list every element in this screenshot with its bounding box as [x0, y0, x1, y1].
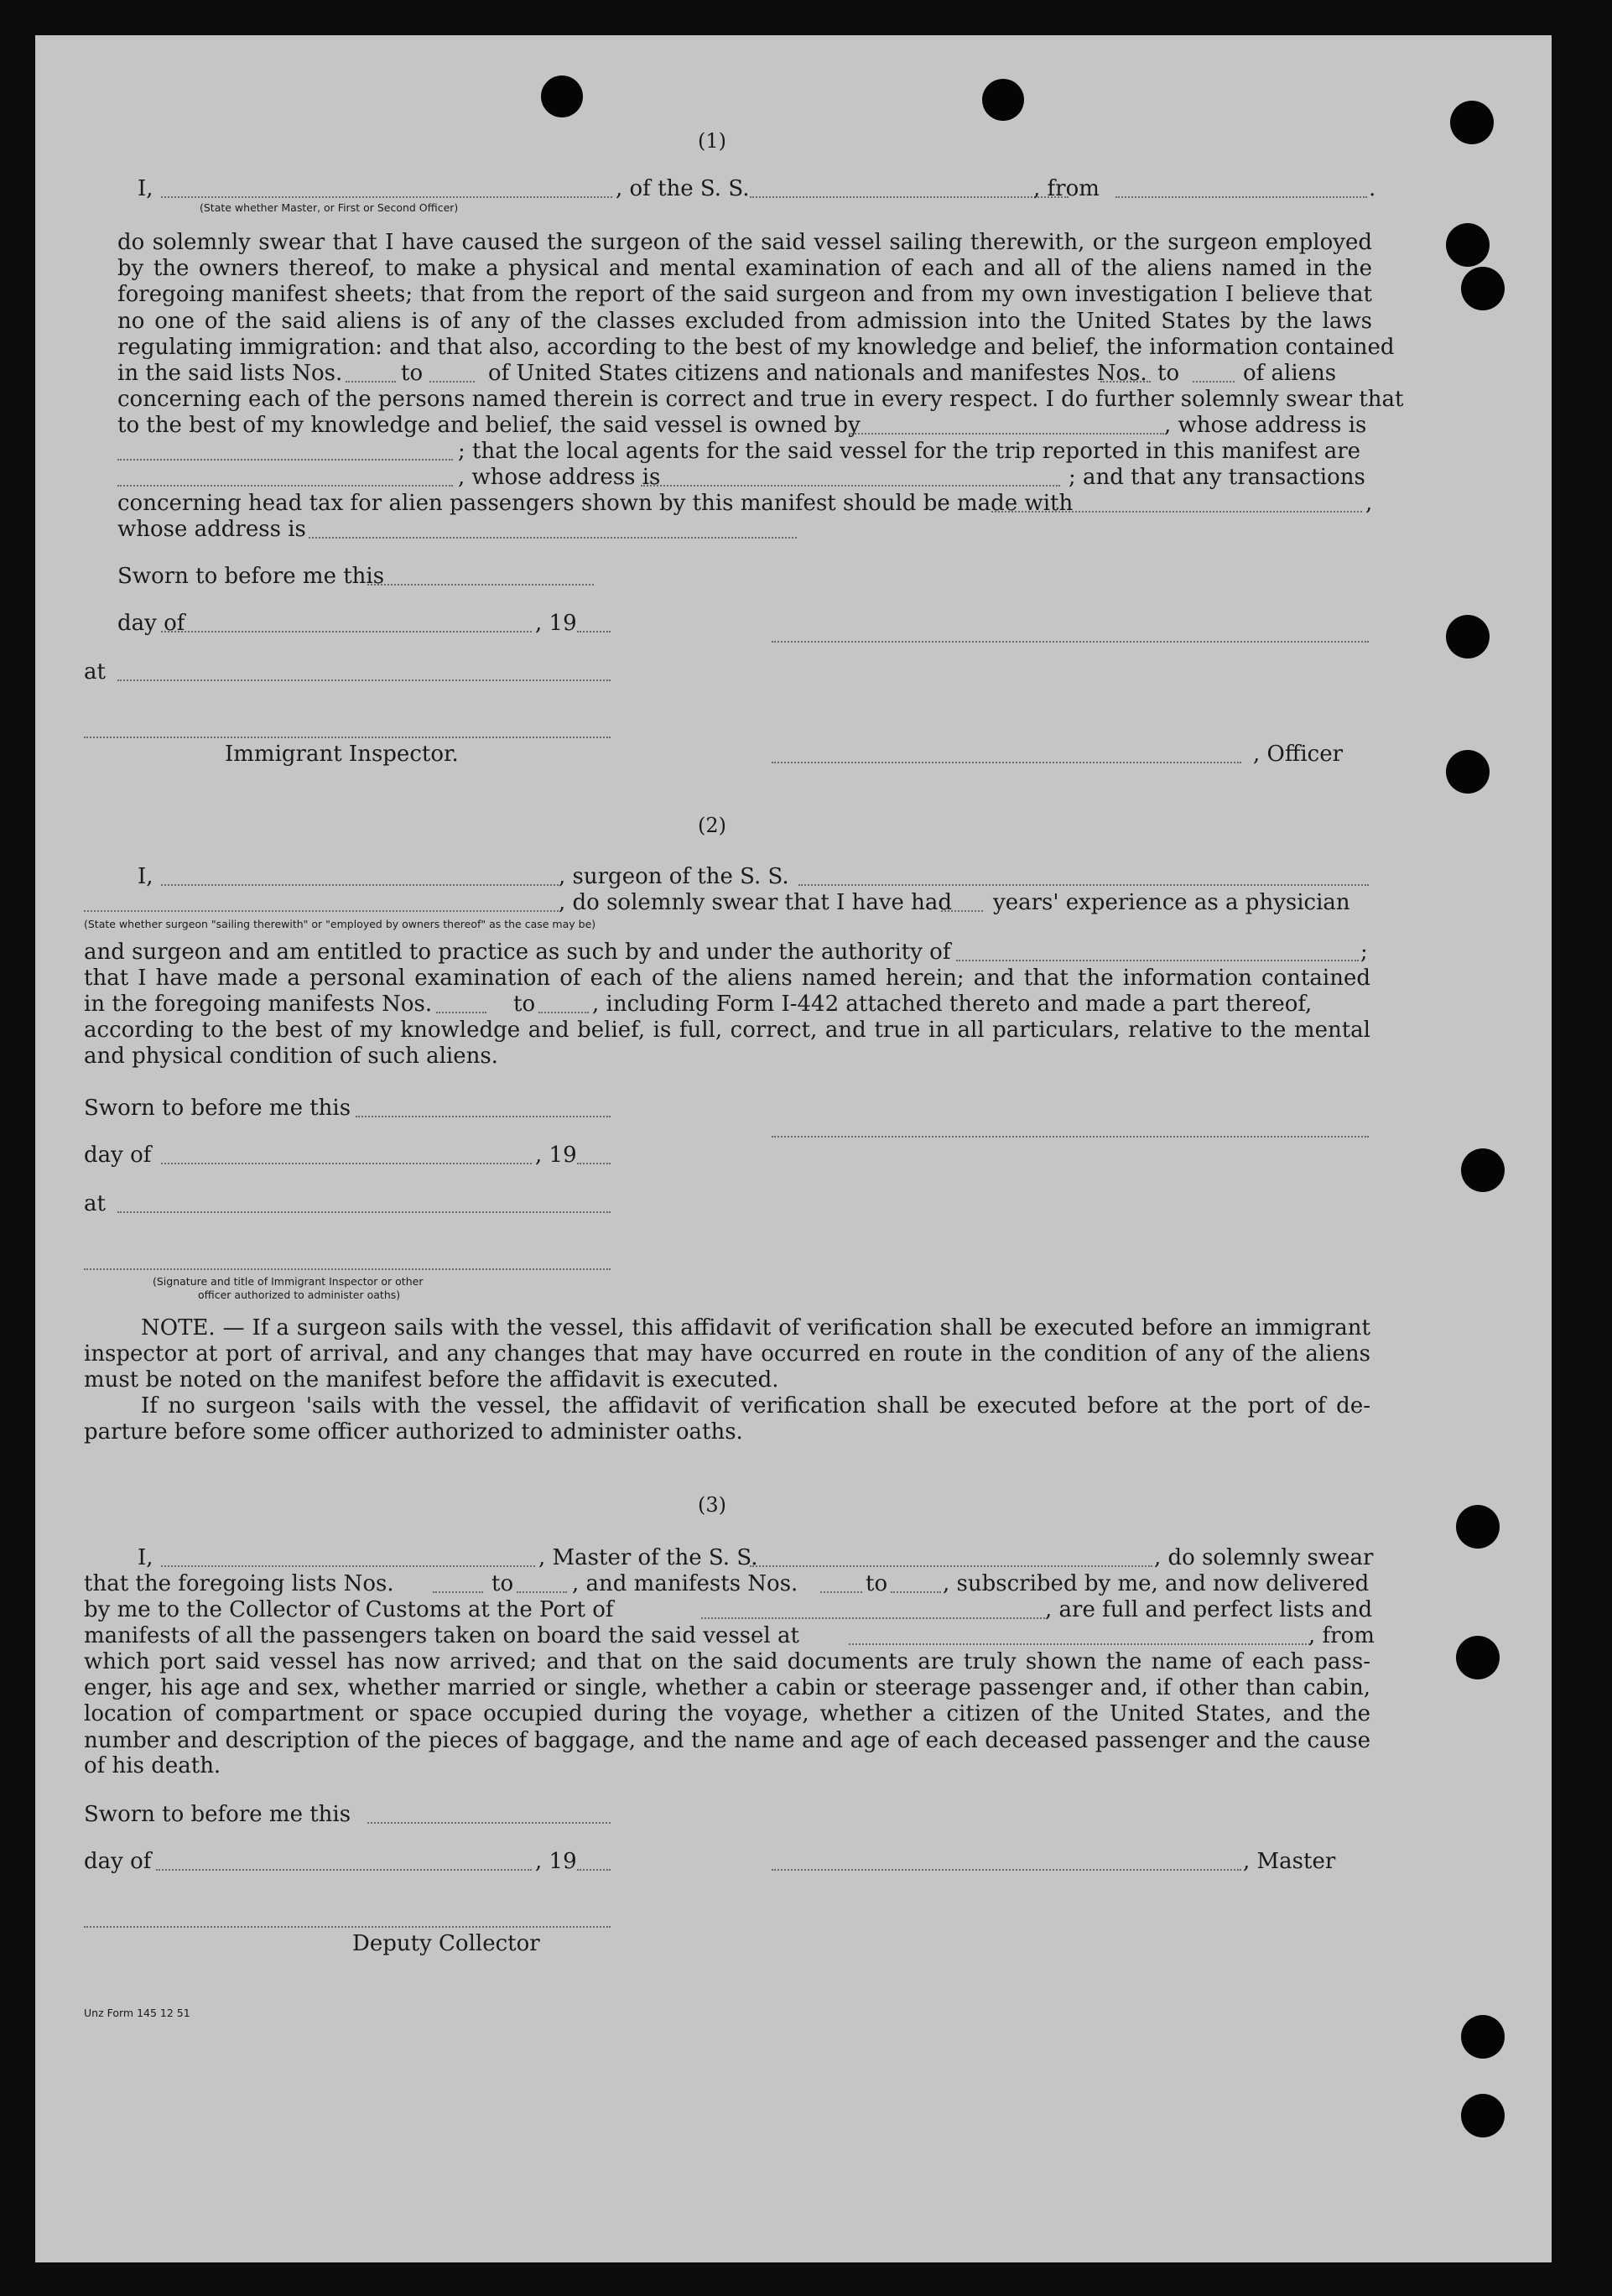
head-tax-address-field[interactable]: [309, 537, 797, 539]
port-label: by me to the Collector of Customs at the Port of: [84, 1597, 614, 1622]
sworn-label: Sworn to before me this: [84, 1096, 351, 1121]
form-attached-label: , including Form I-442 attached thereto and made a part thereof,: [592, 992, 1313, 1017]
subscribed-label: , subscribed by me, and now delivered: [943, 1571, 1370, 1596]
to-label: to: [1157, 361, 1180, 386]
body-line: enger, his age and sex, whether married or single, whether a cabin or steerage passenger and, if other than cabin,: [84, 1675, 1370, 1701]
head-tax-label: concerning head tax for alien passengers shown by this manifest should be made with: [117, 491, 1074, 516]
body-line: by the owners thereof, to make a physical and mental examination of each and all of the aliens named in the: [117, 256, 1372, 282]
punch-hole: [1446, 615, 1490, 659]
whose-address-label: whose address is: [117, 517, 306, 542]
body-line: number and description of the pieces of baggage, and the name and age of each deceased passenger and the cause: [84, 1727, 1370, 1753]
section-number: (3): [698, 1493, 726, 1517]
lists-from-field[interactable]: [433, 1591, 483, 1593]
punch-hole: [1461, 2094, 1505, 2137]
body-line: location of compartment or space occupied during the voyage, whether a citizen of the United States, and the: [84, 1701, 1370, 1727]
citizens-manifests-label: of United States citizens and nationals and manifestes Nos.: [488, 361, 1147, 386]
note-line: If no surgeon 'sails with the vessel, the affidavit of verification shall be executed before at the port of de-: [141, 1393, 1370, 1419]
owned-by-label: to the best of my knowledge and belief, the said vessel is owned by: [117, 413, 861, 438]
surgeon-of-ss-label: , surgeon of the S. S.: [559, 864, 789, 889]
section1-line7: [117, 387, 1404, 413]
owner-address-field[interactable]: [117, 459, 453, 461]
at-label: at: [84, 1191, 106, 1216]
punch-hole: [1456, 1505, 1500, 1549]
years-experience-label: years' experience as a physician: [993, 890, 1350, 915]
form-page: [35, 35, 1552, 2262]
sworn-label: Sworn to before me this: [84, 1802, 351, 1827]
manifests-to-field[interactable]: [538, 1012, 589, 1013]
surgeon-vessel-field[interactable]: [798, 884, 1369, 886]
signature-note: officer authorized to administer oaths): [198, 1289, 401, 1301]
master-name-field[interactable]: [161, 1565, 535, 1567]
deputy-collector-label: Deputy Collector: [352, 1931, 540, 1956]
body-line: of his death.: [84, 1753, 221, 1778]
signature-note: (Signature and title of Immigrant Inspector or other: [153, 1275, 424, 1288]
years-experience-field[interactable]: [941, 910, 983, 912]
punch-hole: [1450, 101, 1494, 144]
lists-nos-label: in the said lists Nos.: [117, 361, 343, 386]
note-line: inspector at port of arrival, and any changes that may have occurred en route in the condition of any of the aliens: [84, 1341, 1370, 1367]
line-end: ;: [1360, 940, 1368, 965]
vessel-name-field[interactable]: [750, 196, 1069, 198]
departure-port-field[interactable]: [1115, 196, 1367, 198]
sworn-year-field[interactable]: [577, 1163, 611, 1164]
i-label: I,: [138, 864, 153, 889]
sworn-month-field[interactable]: [161, 1163, 532, 1164]
surgeon-name-field[interactable]: [161, 884, 559, 886]
line-end: ,: [1365, 491, 1373, 516]
year-label: , 19: [535, 1849, 577, 1874]
officer-rank-note: (State whether Master, or First or Second Officer): [200, 201, 459, 214]
line-end: .: [1369, 176, 1376, 201]
note-line: NOTE. — If a surgeon sails with the vessel, this affidavit of verification shall be executed before an immigrant: [141, 1315, 1370, 1341]
body-line: which port said vessel has now arrived; and that on the said documents are truly shown the name of each pass-: [84, 1649, 1370, 1674]
sworn-month-field[interactable]: [156, 1869, 532, 1871]
owner-field[interactable]: [849, 433, 1164, 435]
section3-body: [84, 1649, 1370, 1754]
i-label: I,: [138, 176, 153, 201]
sworn-place-field[interactable]: [117, 1211, 611, 1213]
officer-rank-field[interactable]: [161, 196, 612, 198]
swear-had-label: , do solemnly swear that I have had: [559, 890, 953, 915]
inspector-signature-field[interactable]: [84, 737, 611, 738]
officer-signature-field[interactable]: [772, 641, 1369, 643]
master-label: , Master: [1243, 1849, 1336, 1874]
manifests-from-field[interactable]: [820, 1591, 862, 1593]
immigrant-inspector-label: Immigrant Inspector.: [225, 742, 459, 767]
solemnly-swear-label: , do solemnly swear: [1154, 1545, 1374, 1570]
agents-address-label: , whose address is: [458, 465, 661, 490]
to-label: to: [866, 1571, 888, 1596]
collector-signature-field[interactable]: [84, 1926, 611, 1928]
at-label: at: [84, 659, 106, 685]
body-line: and physical condition of such aliens.: [84, 1044, 498, 1069]
manifests-nos-label: in the foregoing manifests Nos.: [84, 992, 433, 1017]
form-identifier: Unz Form 145 12 51: [84, 2007, 190, 2019]
day-of-label: day of: [117, 611, 185, 636]
body-line: that I have made a personal examination of each of the aliens named herein; and that the information contained: [84, 966, 1370, 991]
manifests-from-field[interactable]: [1100, 381, 1151, 383]
customs-port-field[interactable]: [701, 1617, 1045, 1619]
transactions-label: ; and that any transactions: [1069, 465, 1365, 490]
manifests-to-field[interactable]: [891, 1591, 941, 1593]
note-line: must be noted on the manifest before the affidavit is executed.: [84, 1367, 779, 1393]
authority-label: and surgeon and am entitled to practice as such by and under the authority of: [84, 940, 951, 965]
punch-hole: [1456, 1636, 1500, 1679]
to-label: to: [401, 361, 424, 386]
day-of-label: day of: [84, 1849, 152, 1874]
i-label: I,: [138, 1545, 153, 1570]
manifests-to-field[interactable]: [1193, 381, 1235, 383]
body-line: according to the best of my knowledge and belief, is full, correct, and true in all particulars, relative to the mental: [84, 1018, 1370, 1043]
body-line: do solemnly swear that I have caused the surgeon of the said vessel sailing therewith, or the surgeon employed: [117, 230, 1372, 255]
punch-hole: [1461, 267, 1505, 310]
section1-body: [117, 230, 1395, 361]
surgeon-status-field[interactable]: [84, 910, 559, 912]
body-line: regulating immigration: and that also, according to the best of my knowledge and belief, the information contained: [117, 334, 1395, 360]
from-label: , from: [1033, 176, 1100, 201]
taken-on-board-label: manifests of all the passengers taken on board the said vessel at: [84, 1623, 799, 1648]
officer-label: , Officer: [1253, 742, 1344, 767]
perfect-lists-label: , are full and perfect lists and: [1045, 1597, 1373, 1622]
note-line: parture before some officer authorized to administer oaths.: [84, 1419, 743, 1445]
authority-field[interactable]: [956, 960, 1359, 961]
surgeon-signature-field[interactable]: [772, 1136, 1369, 1138]
body-line: no one of the said aliens is of any of the classes excluded from admission into the United States by the laws: [117, 308, 1372, 334]
master-signature-field[interactable]: [772, 1869, 1241, 1871]
to-label: to: [513, 992, 536, 1017]
note-text: [84, 1315, 1370, 1367]
agents-address-field[interactable]: [641, 485, 1060, 487]
year-label: , 19: [535, 611, 577, 636]
master-vessel-field[interactable]: [750, 1565, 1152, 1567]
sworn-day-field[interactable]: [367, 584, 594, 586]
sworn-year-field[interactable]: [577, 1869, 611, 1871]
body-line: foregoing manifest sheets; that from the report of the said surgeon and from my own investigation I believe that: [117, 282, 1372, 308]
to-label: to: [491, 1571, 514, 1596]
local-agents-label: ; that the local agents for the said vessel for the trip reported in this manifest are: [458, 439, 1361, 464]
section2-body: [84, 1018, 1370, 1044]
body-line: concerning each of the persons named therein is correct and true in every respect. I do further solemnly swear that: [117, 387, 1404, 412]
lists-nos-label: that the foregoing lists Nos.: [84, 1571, 394, 1596]
section2-line4: [84, 966, 1370, 992]
punch-hole: [1446, 223, 1490, 267]
surgeon-status-note: (State whether surgeon "sailing therewith" or "employed by owners thereof" as the case may be): [84, 918, 596, 930]
punch-hole: [1461, 2015, 1505, 2059]
lists-from-field[interactable]: [346, 381, 396, 383]
day-of-label: day of: [84, 1143, 152, 1168]
year-label: , 19: [535, 1143, 577, 1168]
officer-title-field[interactable]: [772, 762, 1241, 763]
owner-address-label: , whose address is: [1164, 413, 1367, 438]
from-label: , from: [1308, 1623, 1375, 1648]
sworn-place-field[interactable]: [117, 679, 611, 681]
of-ss-label: , of the S. S.: [616, 176, 750, 201]
local-agents-field[interactable]: [117, 485, 453, 487]
manifests-from-field[interactable]: [436, 1012, 486, 1013]
punch-hole: [1446, 750, 1490, 794]
lists-to-field[interactable]: [517, 1591, 567, 1593]
administering-officer-field[interactable]: [84, 1268, 611, 1270]
sworn-month-field[interactable]: [161, 631, 532, 633]
sworn-label: Sworn to before me this: [117, 564, 385, 589]
head-tax-agent-field[interactable]: [991, 511, 1362, 513]
punch-hole: [982, 79, 1024, 121]
sworn-day-field[interactable]: [356, 1116, 611, 1117]
section-number: (2): [698, 814, 726, 837]
sworn-day-field[interactable]: [367, 1822, 611, 1824]
master-of-ss-label: , Master of the S. S.: [538, 1545, 758, 1570]
section-number: (1): [698, 129, 726, 153]
punch-hole: [541, 75, 583, 117]
of-aliens-label: of aliens: [1243, 361, 1337, 386]
sworn-year-field[interactable]: [577, 631, 611, 633]
lists-to-field[interactable]: [429, 381, 475, 383]
note-text: [84, 1393, 1370, 1419]
punch-hole: [1461, 1148, 1505, 1192]
manifests-nos-label: , and manifests Nos.: [572, 1571, 798, 1596]
embarkation-port-field[interactable]: [849, 1643, 1310, 1645]
